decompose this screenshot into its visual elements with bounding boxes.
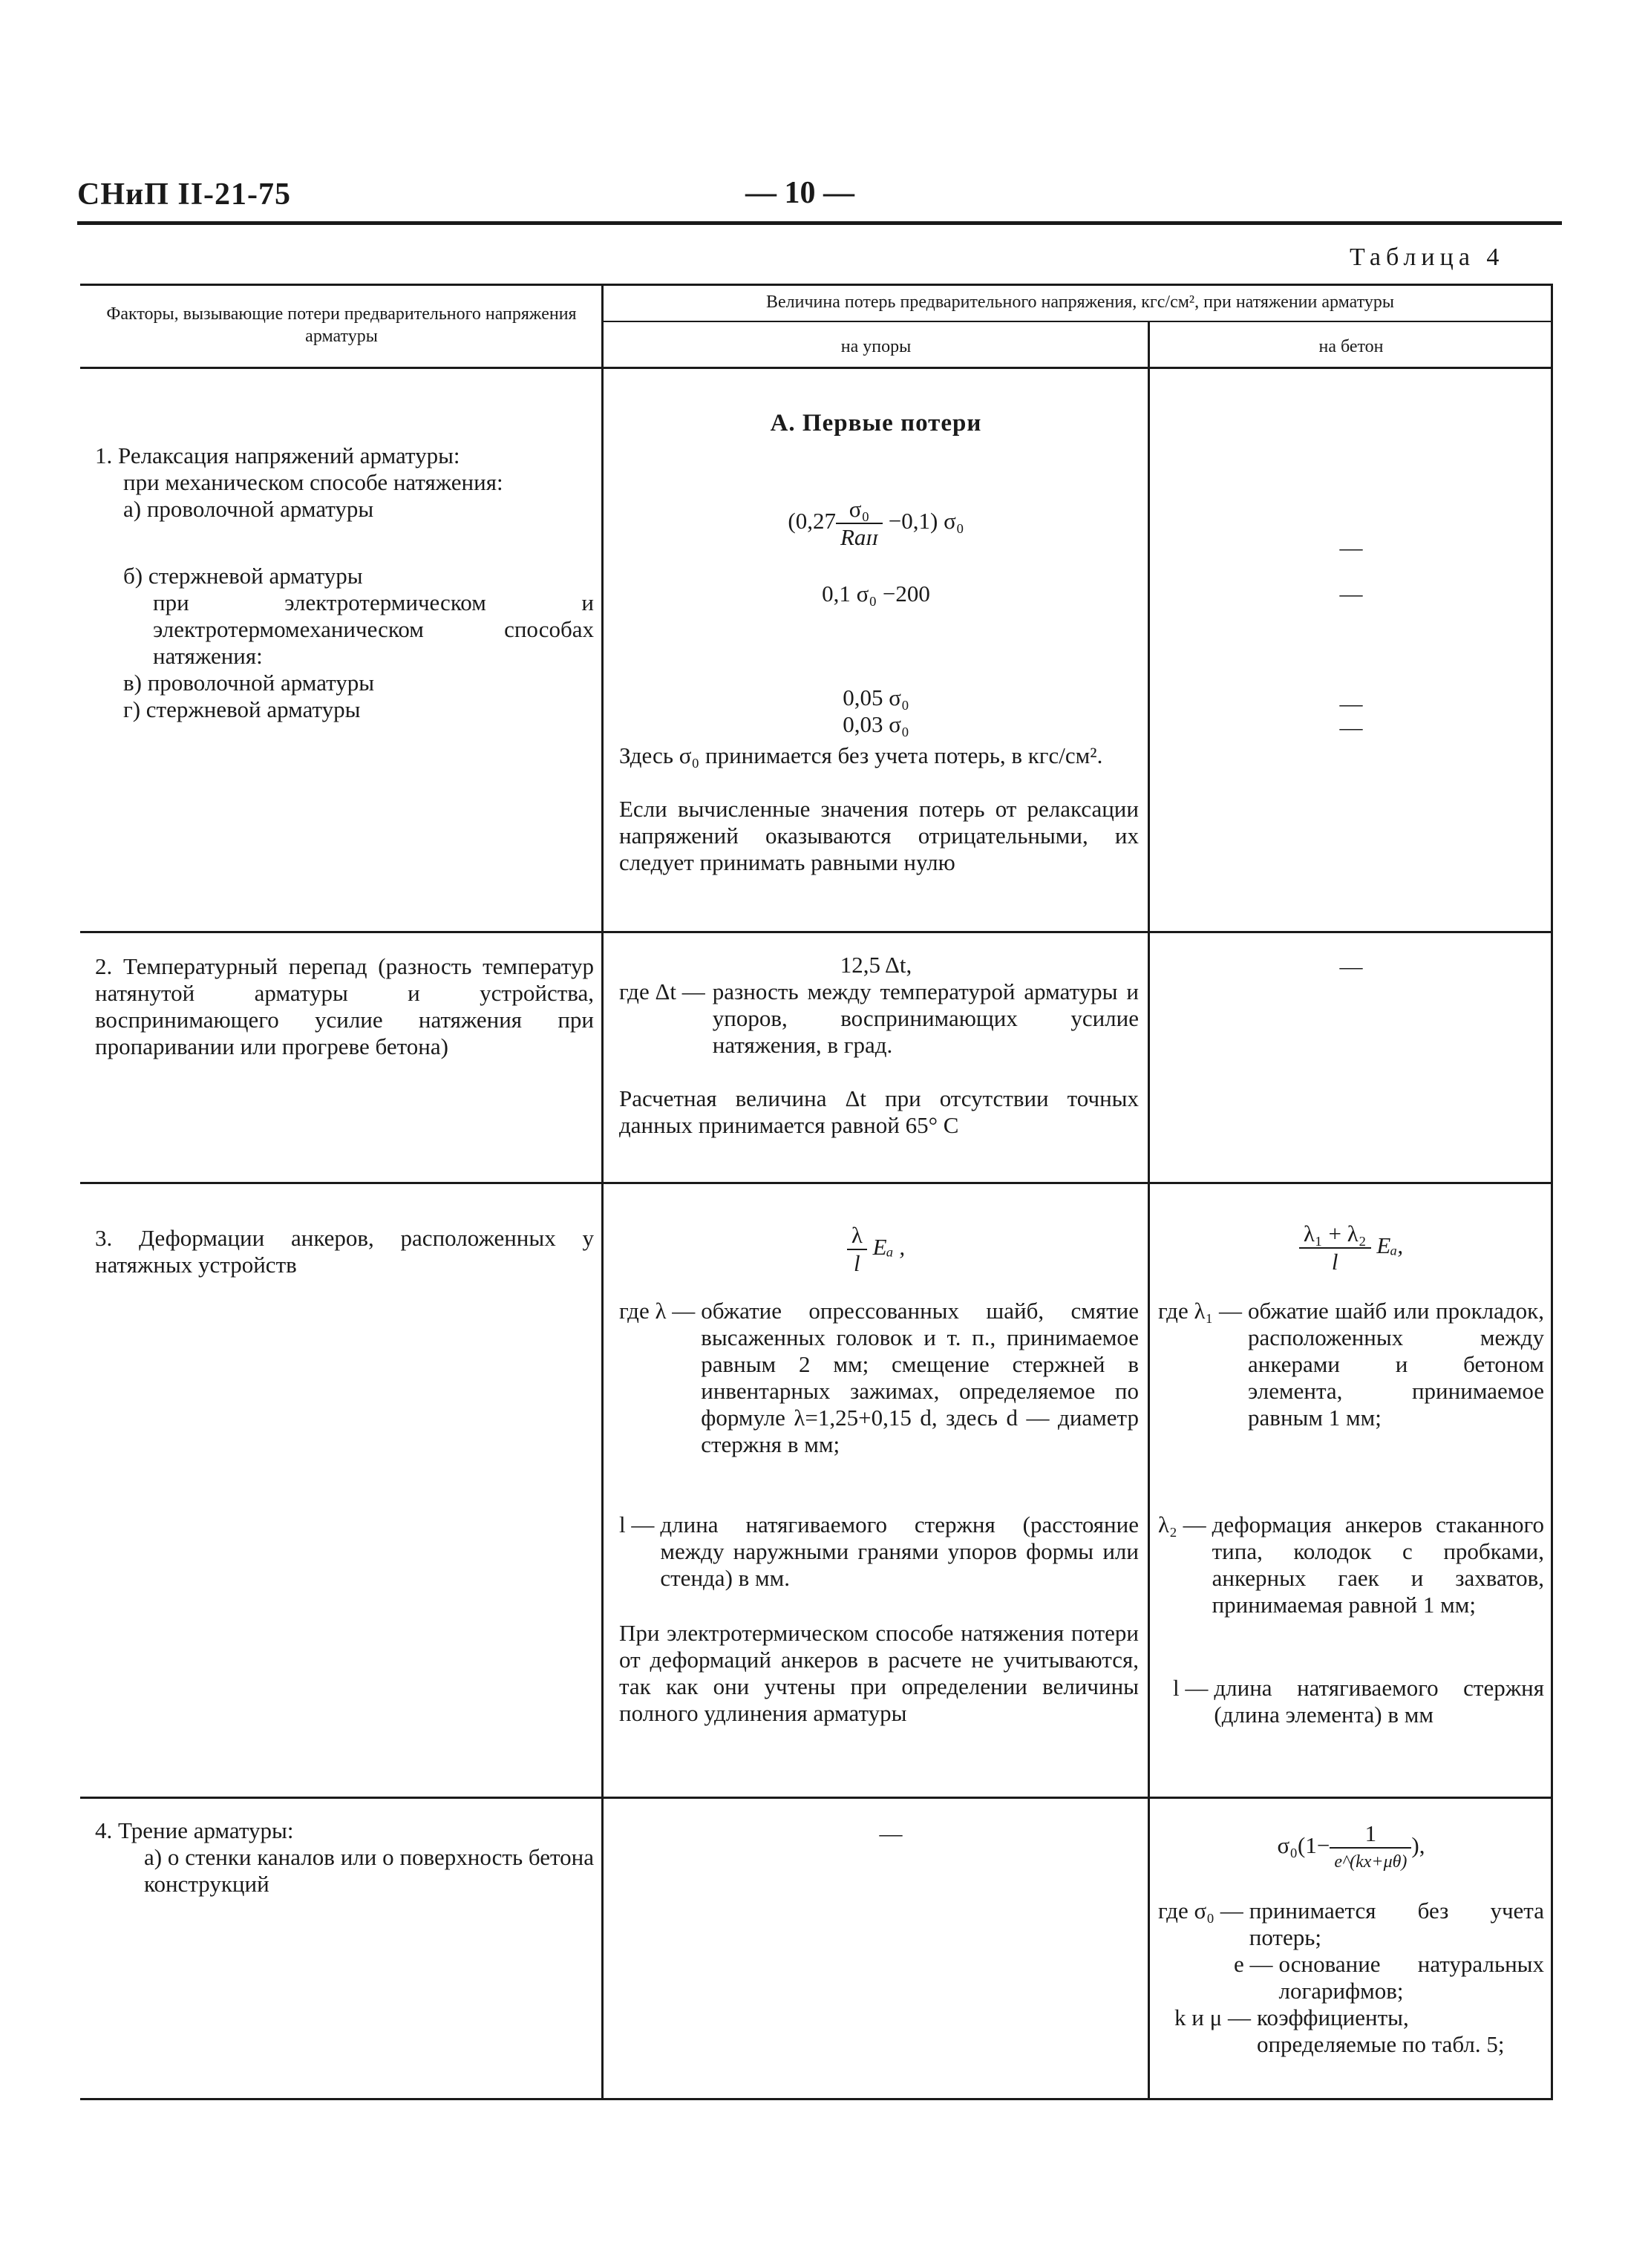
row4-k-label: k и μ — bbox=[1174, 2004, 1251, 2030]
row1-formula-d: 0,03 σ₀ bbox=[843, 711, 909, 737]
row3-stops-l bbox=[619, 1512, 1139, 1592]
row1-factor bbox=[95, 442, 594, 723]
row3-concrete-l1 bbox=[1158, 1298, 1544, 1431]
document-code: СНиП II-21-75 bbox=[77, 177, 292, 212]
row3-concrete-tail: Eₐ, bbox=[1376, 1232, 1404, 1259]
row3-stops-num: λ bbox=[847, 1222, 867, 1250]
row1-factor-sub: при механическом способе натяжения: bbox=[123, 469, 503, 495]
row1-bottom-rule bbox=[80, 931, 1553, 933]
row3-stops-note: При электротермическом способе натяжения потери от деформаций анкеров в расчете не учитываются, так как они учтены при определении величины полного удлинения арматуры bbox=[619, 1620, 1139, 1726]
page-number: — 10 — bbox=[745, 176, 854, 210]
row4-s0-label: где σ₀ — bbox=[1158, 1898, 1243, 1924]
row1-formula-a-right: −0,1) σ₀ bbox=[888, 508, 964, 535]
header-divider bbox=[601, 321, 1553, 322]
row3-concrete-l1-text: обжатие шайб или прокладок, расположенных между анкерами и бетоном элемента, принимаемое равным 1 мм; bbox=[1248, 1298, 1544, 1431]
row3-stops-l-text: длина натягиваемого стержня (расстояние между наружными гранями упоров формы или стенда) в мм. bbox=[660, 1512, 1139, 1591]
col-divider-right bbox=[1148, 321, 1150, 2099]
row4-factor bbox=[95, 1817, 594, 1898]
row3-concrete-fraction bbox=[1299, 1220, 1371, 1275]
row1-factor-title: 1. Релаксация напряжений арматуры: bbox=[95, 442, 460, 468]
row1-formula-c: 0,05 σ₀ bbox=[843, 684, 909, 710]
row3-concrete-l2-label: λ₂ — bbox=[1158, 1512, 1206, 1537]
row3-concrete-l bbox=[1158, 1675, 1544, 1728]
row4-s0-text: принимается без учета потерь; bbox=[1249, 1898, 1544, 1950]
row4-factor-a: а) о стенки каналов или о поверхность бетона конструкций bbox=[144, 1844, 594, 1897]
column-header-on-stops: на упоры bbox=[840, 337, 912, 356]
row1-item-d: г) стержневой арматуры bbox=[123, 696, 361, 722]
row2-formula: 12,5 Δt, bbox=[840, 952, 912, 978]
row2-where-label: где Δt — bbox=[619, 978, 705, 1004]
row3-stops-lambda-text: обжатие опрессованных шайб, смятие высаженных головок и т. п., принимаемое равным 2 мм; смещение стержней в инвентарных зажимах, определяемое по формуле λ=1,25+0,15 d, здесь d — диаметр стержня в мм; bbox=[701, 1298, 1139, 1457]
row1-note2: Если вычисленные значения потерь от релаксации напряжений оказываются отрицательными, их следует принимать равными нулю bbox=[619, 796, 1139, 875]
row1-note1: Здесь σ₀ принимается без учета потерь, в кгс/см². bbox=[619, 742, 1103, 768]
row1-concrete-dash-b: — bbox=[1339, 581, 1363, 607]
row4-formula-fraction bbox=[1330, 1820, 1411, 1875]
row3-stops-l-label: l — bbox=[619, 1512, 655, 1537]
row1-formula-b: 0,1 σ₀ −200 bbox=[822, 581, 930, 607]
header-rule bbox=[77, 221, 1562, 225]
row1-item-c: в) проволочной арматуры bbox=[123, 670, 375, 696]
row3-factor: 3. Деформации анкеров, расположенных у натяжных устройств bbox=[95, 1225, 594, 1278]
row3-concrete-l1-label: где λ₁ — bbox=[1158, 1298, 1243, 1324]
row1-formula-a-left: (0,27 bbox=[788, 508, 836, 535]
row4-k-text: коэффициенты, определяемые по табл. 5; bbox=[1256, 2004, 1505, 2057]
row1-formula-a-den: Raɪɪ bbox=[840, 524, 879, 550]
row3-concrete-l2 bbox=[1158, 1512, 1544, 1618]
row1-formula-a bbox=[616, 496, 1136, 551]
column-header-on-concrete: на бетон bbox=[1318, 337, 1384, 356]
row2-bottom-rule bbox=[80, 1182, 1553, 1184]
row3-concrete-l-label: l — bbox=[1173, 1675, 1209, 1701]
row1-formula-a-fraction bbox=[836, 496, 883, 551]
row1-item-b-sub: при электротермическом и электротермомеханическом способах натяжения: bbox=[153, 589, 594, 669]
row1-concrete-dash-a: — bbox=[1339, 535, 1363, 561]
row3-stops-formula bbox=[616, 1222, 1136, 1277]
column-header-factors: Факторы, вызывающие потери предварительного напряжения арматуры bbox=[106, 304, 577, 346]
row2-where bbox=[619, 978, 1139, 1059]
row3-stops-fraction bbox=[847, 1222, 867, 1277]
row4-e-text: основание натуральных логарифмов; bbox=[1278, 1951, 1544, 2004]
table-bottom-rule bbox=[80, 2098, 1553, 2100]
row4-e-def bbox=[1158, 1951, 1544, 2004]
row4-k-def bbox=[1158, 2004, 1544, 2058]
row4-formula-left: σ₀(1− bbox=[1277, 1832, 1330, 1859]
row1-formula-a-num: σ₀ bbox=[836, 496, 883, 524]
row4-s0-def bbox=[1158, 1898, 1544, 1951]
row4-formula-right: ), bbox=[1411, 1832, 1425, 1859]
row3-stops-den: l bbox=[854, 1250, 860, 1276]
row3-concrete-formula bbox=[1158, 1220, 1544, 1275]
row2-note: Расчетная величина Δt при отсутствии точных данных принимается равной 65° С bbox=[619, 1085, 1139, 1138]
row3-concrete-l-text: длина натягиваемого стержня (длина элемента) в мм bbox=[1214, 1675, 1544, 1728]
row3-concrete-num: λ₁ + λ₂ bbox=[1299, 1220, 1371, 1249]
row4-e-label: e — bbox=[1234, 1951, 1273, 1977]
row1-item-b: б) стержневой арматуры bbox=[123, 563, 363, 589]
row3-concrete-l2-text: деформация анкеров стаканного типа, колодок с пробками, анкерных гаек и захватов, принимаемая равной 1 мм; bbox=[1212, 1512, 1544, 1618]
column-header-loss-value: Величина потерь предварительного напряжения, кгс/см², при натяжении арматуры bbox=[766, 293, 1394, 312]
header-bottom-rule bbox=[80, 367, 1553, 369]
row2-factor: 2. Температурный перепад (разность температур натянутой арматуры и устройства, воспринимающего усилие натяжения при пропаривании или прогреве бетона) bbox=[95, 953, 594, 1059]
row3-bottom-rule bbox=[80, 1797, 1553, 1799]
section-heading: А. Первые потери bbox=[770, 410, 982, 437]
row4-formula-num: 1 bbox=[1330, 1820, 1411, 1849]
table-right-edge bbox=[1551, 284, 1553, 2099]
row3-stops-lambda-label: где λ — bbox=[619, 1298, 696, 1324]
row1-item-a: а) проволочной арматуры bbox=[123, 496, 374, 522]
table-title: Таблица 4 bbox=[1350, 244, 1505, 271]
table-top-rule bbox=[80, 284, 1553, 286]
row1-concrete-dash-c: — bbox=[1339, 690, 1363, 716]
col-divider-left bbox=[601, 284, 604, 2099]
row1-concrete-dash-d: — bbox=[1339, 714, 1363, 740]
row3-concrete-den: l bbox=[1331, 1249, 1338, 1275]
row4-concrete-formula bbox=[1158, 1820, 1544, 1875]
row3-stops-tail: Eₐ , bbox=[872, 1234, 906, 1261]
row4-stops-dash: — bbox=[879, 1820, 903, 1846]
row2-concrete-dash: — bbox=[1339, 953, 1363, 979]
row2-where-text: разность между температурой арматуры и упоров, воспринимающих усилие натяжения, в град. bbox=[712, 978, 1139, 1058]
row4-factor-title: 4. Трение арматуры: bbox=[95, 1817, 294, 1843]
row4-formula-den: e^(kx+μθ) bbox=[1334, 1852, 1408, 1872]
row3-stops-lambda bbox=[619, 1298, 1139, 1458]
